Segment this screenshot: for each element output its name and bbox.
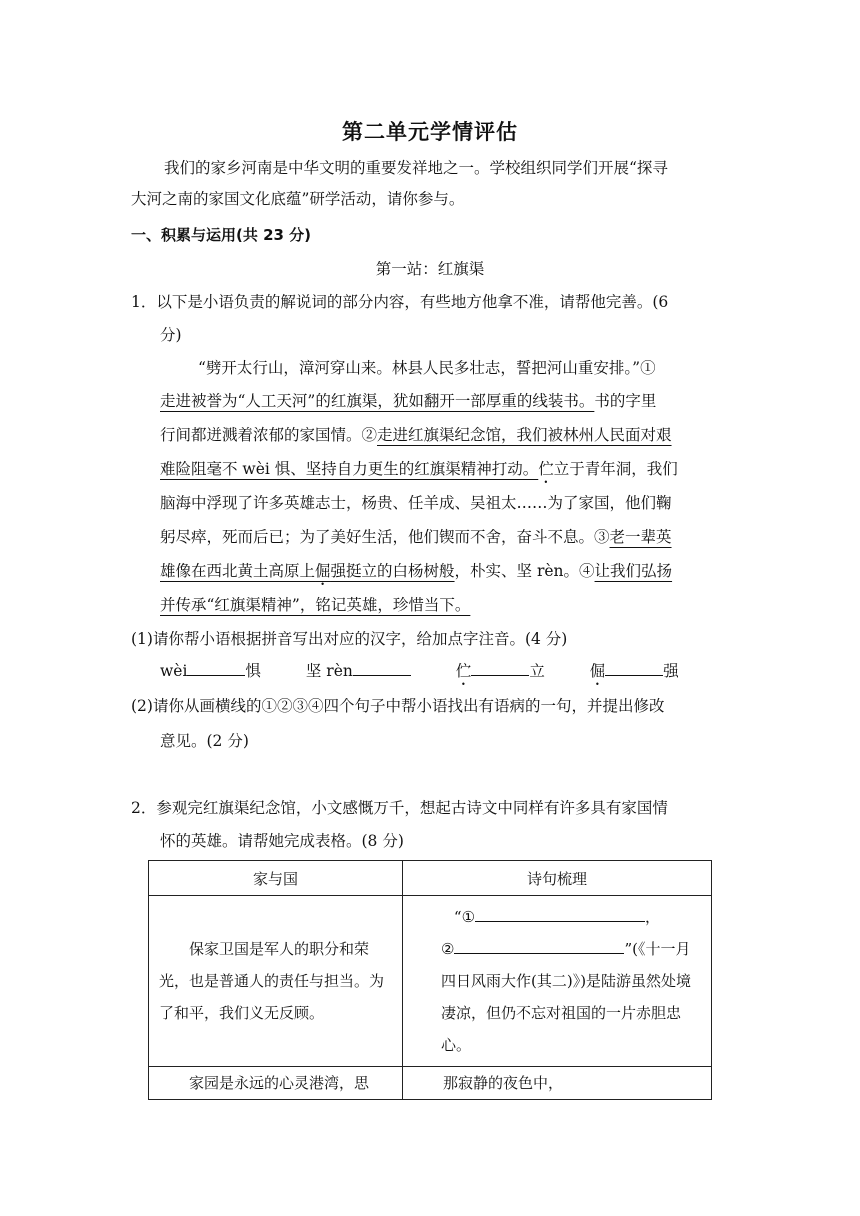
q1-stem-line-1: 1．以下是小语负责的解说词的部分内容，有些地方他拿不准，请帮他完善。(6 (131, 293, 669, 311)
q2-stem-line-1: 2．参观完红旗渠纪念馆，小文感慨万千，想起古诗文中同样有许多具有家国情 (131, 799, 668, 817)
table-cell: “① ， ② ”(《十一月四日风雨大作(其二)》)是陆游虽然处境凄凉，但仍不忘对祖国的一片赤胆忠心。 (403, 896, 712, 1067)
answer-blank[interactable] (187, 659, 245, 676)
answer-blank[interactable] (454, 937, 624, 954)
sentence-2: 走进红旗渠纪念馆，我们被林州人民面对艰 (377, 426, 672, 444)
sentence-1: 走进被誉为“人工天河”的红旗渠，犹如翻开一部厚重的线装书。 (160, 392, 595, 410)
passage-line: 雄像在西北黄土高原上倔强挺立的白杨树般，朴实、坚 rèn。④让我们弘扬 (160, 562, 673, 580)
dotted-char: 伫 (538, 460, 554, 478)
answer-blank[interactable] (353, 659, 411, 676)
table-cell: 保家卫国是军人的职分和荣光，也是普通人的责任与担当。为了和平，我们义无反顾。 (149, 896, 403, 1067)
passage-line (160, 593, 470, 617)
passage-line: 躬尽瘁，死而后已；为了美好生活，他们锲而不舍，奋斗不息。③老一辈英 (160, 528, 672, 546)
passage-line: 脑海中浮现了许多英雄志士，杨贵、任羊成、吴祖太……为了家国，他们鞠 (160, 494, 672, 512)
answer-blank[interactable] (471, 659, 529, 676)
station-heading: 第一站：红旗渠 (375, 260, 485, 278)
sentence-4: 让我们弘扬 (594, 562, 673, 580)
passage-line: 难险阻毫不 wèi 惧、坚持自力更生的红旗渠精神打动。伫立于青年洞，我们 (160, 460, 678, 478)
poetry-table (148, 860, 712, 1100)
sub-question-1: (1)请你帮小语根据拼音写出对应的汉字，给加点字注音。(4 分) (131, 630, 568, 648)
table-cell: 那寂静的夜色中， (403, 1067, 712, 1100)
table-header-row (149, 861, 712, 896)
answer-blank[interactable] (605, 659, 663, 676)
column-header: 家与国 (149, 861, 403, 896)
answer-blank[interactable] (475, 905, 645, 922)
intro-line-1: 我们的家乡河南是中华文明的重要发祥地之一。学校组织同学们开展“探寻 (164, 159, 668, 177)
dotted-char: 倔 (315, 562, 331, 580)
table-row (149, 896, 712, 1067)
sub-question-2-line-2: 意见。(2 分) (160, 732, 249, 750)
sentence-4-cont: 并传承“红旗渠精神”，铭记英雄，珍惜当下。 (160, 596, 471, 614)
passage-line: 行间都迸溅着浓郁的家国情。②走进红旗渠纪念馆，我们被林州人民面对艰 (160, 426, 672, 444)
sentence-3: 老一辈英 (609, 528, 672, 546)
sentence-2-cont: 难险阻毫不 wèi 惧、坚持自力更生的红旗渠精神打动。 (160, 460, 539, 478)
passage-line: “劈开太行山，漳河穿山来。林县人民多壮志，誓把河山重安排。”① (198, 359, 656, 377)
table-row (149, 1067, 712, 1100)
passage-line: 走进被誉为“人工天河”的红旗渠，犹如翻开一部厚重的线装书。书的字里 (160, 392, 657, 410)
sub-question-2-line-1: (2)请你从画横线的①②③④四个句子中帮小语找出有语病的一句，并提出修改 (131, 697, 665, 715)
section-heading: 一、积累与运用(共 23 分) (131, 226, 312, 244)
table-cell: 家园是永远的心灵港湾，思 (149, 1067, 403, 1100)
page-title: 第二单元学情评估 (342, 120, 518, 144)
q2-stem-line-2: 怀的英雄。请帮她完成表格。(8 分) (160, 832, 404, 850)
column-header: 诗句梳理 (403, 861, 712, 896)
q1-stem-line-2: 分) (160, 326, 182, 344)
intro-line-2: 大河之南的家国文化底蕴”研学活动，请你参与。 (131, 190, 465, 208)
fill-blanks-row: wèi 惧 坚 rèn 伫 立 倔 强 (160, 659, 679, 689)
